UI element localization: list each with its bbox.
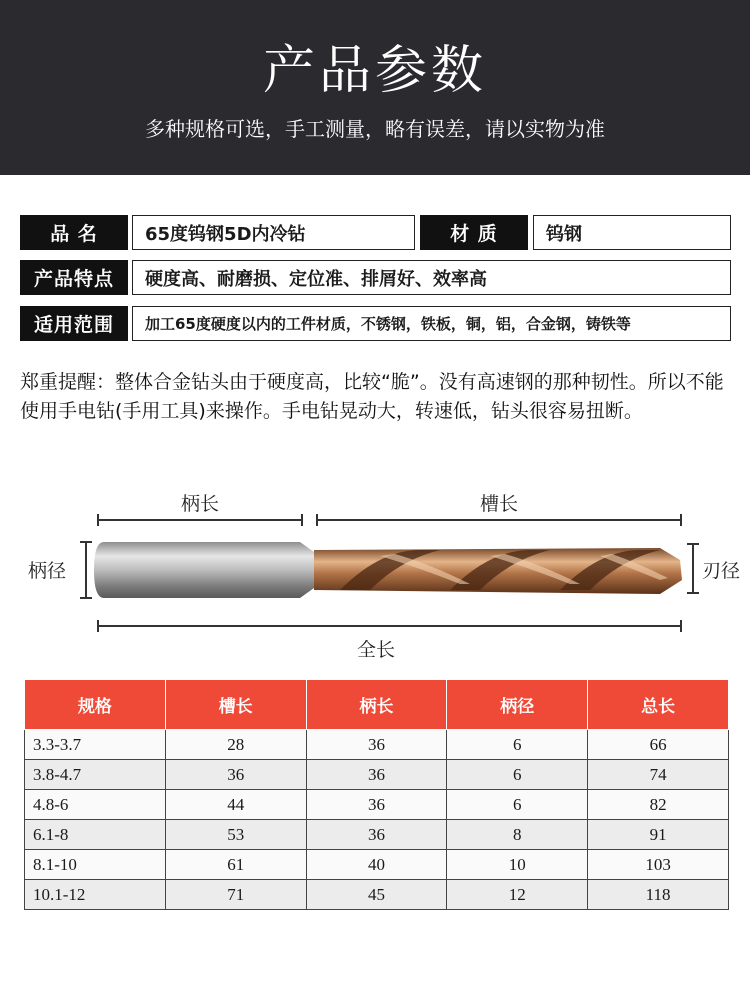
header-banner [0, 0, 750, 175]
table-header-cell: 总长 [588, 680, 729, 730]
table-cell: 12 [447, 880, 588, 910]
shank-diameter-label: 柄径 [28, 560, 67, 582]
table-cell: 36 [306, 820, 447, 850]
table-cell: 103 [588, 850, 729, 880]
table-cell: 44 [165, 790, 306, 820]
drill-diagram [0, 480, 750, 665]
table-cell: 3.3-3.7 [25, 730, 166, 760]
table-row [25, 850, 729, 880]
material-label: 材 质 [420, 215, 528, 250]
table-cell: 28 [165, 730, 306, 760]
table-cell: 6 [447, 760, 588, 790]
table-cell: 3.8-4.7 [25, 760, 166, 790]
table-cell: 36 [165, 760, 306, 790]
table-row [25, 790, 729, 820]
usage-label: 适用范围 [20, 306, 128, 341]
table-cell: 61 [165, 850, 306, 880]
spec-table [24, 679, 729, 910]
page-subtitle: 多种规格可选，手工测量，略有误差，请以实物为准 [145, 117, 605, 141]
table-row [25, 880, 729, 910]
table-cell: 118 [588, 880, 729, 910]
table-header-cell: 规格 [25, 680, 166, 730]
overall-length-label: 全长 [357, 639, 396, 661]
table-row [25, 760, 729, 790]
table-cell: 82 [588, 790, 729, 820]
table-cell: 66 [588, 730, 729, 760]
table-header-cell: 柄径 [447, 680, 588, 730]
table-header-cell: 柄长 [306, 680, 447, 730]
table-cell: 6 [447, 790, 588, 820]
usage-value: 加工65度硬度以内的工件材质，不锈钢，铁板，铜，铝，合金钢，铸铁等 [132, 306, 731, 341]
table-header-row [25, 680, 729, 730]
table-cell: 71 [165, 880, 306, 910]
table-cell: 53 [165, 820, 306, 850]
table-row [25, 820, 729, 850]
table-cell: 8.1-10 [25, 850, 166, 880]
features-value: 硬度高、耐磨损、定位准、排屑好、效率高 [132, 260, 731, 295]
table-cell: 8 [447, 820, 588, 850]
material-value: 钨钢 [533, 215, 731, 250]
table-cell: 45 [306, 880, 447, 910]
table-cell: 36 [306, 730, 447, 760]
table-cell: 10 [447, 850, 588, 880]
table-cell: 91 [588, 820, 729, 850]
flute-length-label: 槽长 [480, 493, 519, 515]
features-label: 产品特点 [20, 260, 128, 295]
table-cell: 6 [447, 730, 588, 760]
name-value: 65度钨钢5D内冷钻 [132, 215, 415, 250]
table-cell: 36 [306, 760, 447, 790]
table-cell: 74 [588, 760, 729, 790]
blade-diameter-label: 刃径 [702, 560, 741, 582]
name-label: 品 名 [20, 215, 128, 250]
table-cell: 36 [306, 790, 447, 820]
table-cell: 4.8-6 [25, 790, 166, 820]
table-header-cell: 槽长 [165, 680, 306, 730]
shank-length-label: 柄长 [181, 493, 220, 515]
page-title: 产品参数 [262, 41, 487, 101]
table-cell: 40 [306, 850, 447, 880]
table-row [25, 730, 729, 760]
table-cell: 6.1-8 [25, 820, 166, 850]
table-cell: 10.1-12 [25, 880, 166, 910]
warning-notice: 郑重提醒：整体合金钻头由于硬度高，比较“脆”。没有高速钢的那种韧性。所以不能使用手电钻(手用工具)来操作。手电钻晃动大，转速低，钻头很容易扭断。 [20, 371, 724, 422]
